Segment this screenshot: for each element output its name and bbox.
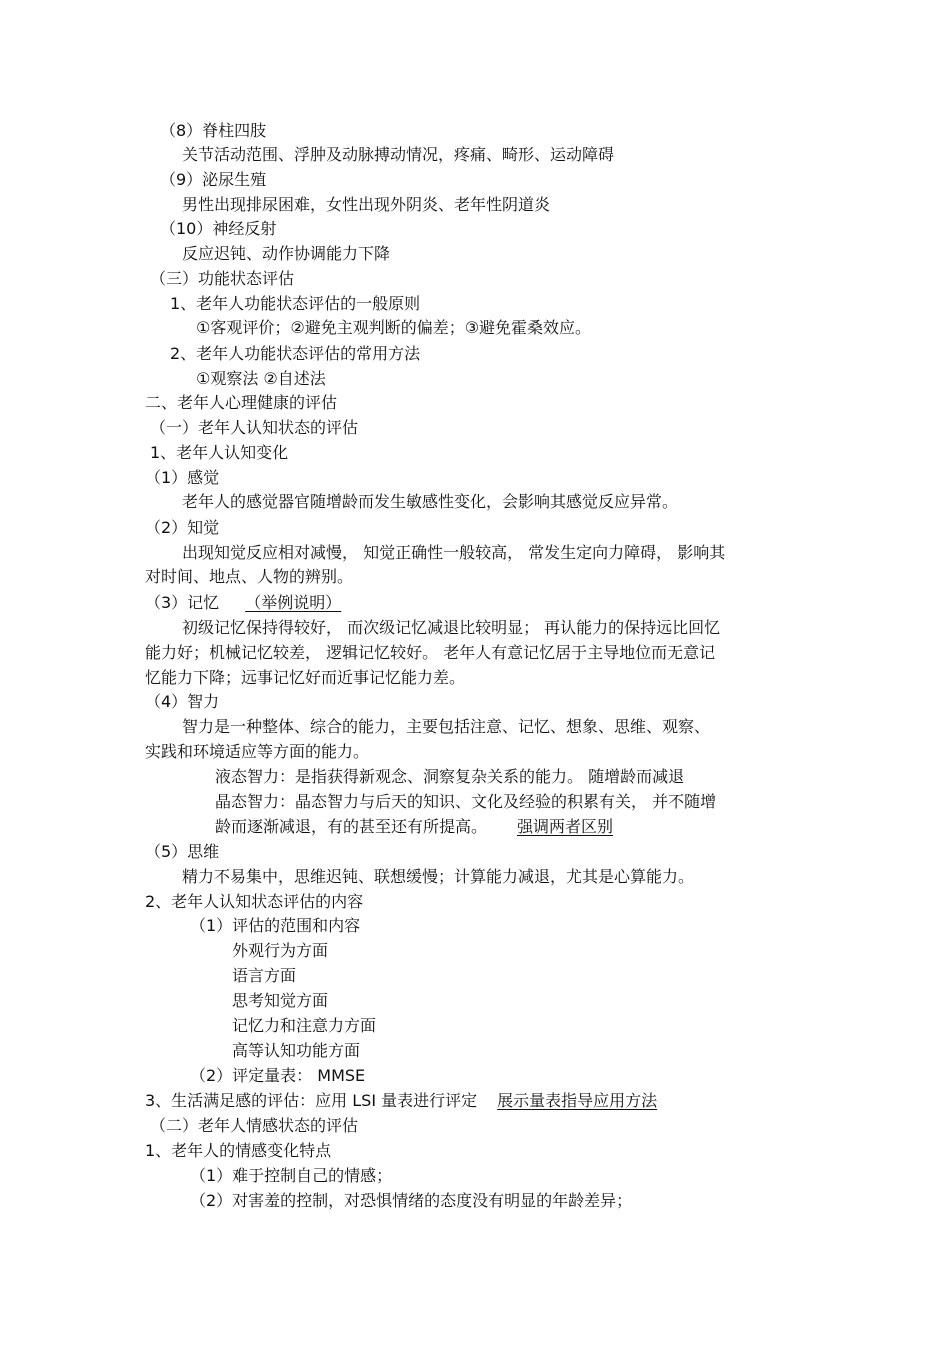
item-heading	[145, 593, 341, 613]
item-heading: （5）思维	[145, 842, 220, 861]
list-item: 外观行为方面	[232, 941, 329, 960]
body-line: 反应迟钝、动作协调能力下降	[182, 244, 391, 263]
body-line: 晶态智力：晶态智力与后天的知识、文化及经验的积累有关， 并不随增	[215, 792, 717, 811]
item-heading: （1）评估的范围和内容	[190, 916, 361, 935]
body-line: 男性出现排尿困难，女性出现外阴炎、老年性阴道炎	[182, 195, 551, 214]
body-line: 初级记忆保持得较好， 而次级记忆减退比较明显； 再认能力的保持远比回忆	[182, 618, 721, 637]
chapter-heading: 二、老年人心理健康的评估	[145, 393, 338, 412]
body-line: 能力好；机械记忆较差， 逻辑记忆较好。 老年人有意记忆居于主导地位而无意记	[145, 643, 716, 662]
section-heading: （三）功能状态评估	[150, 269, 295, 288]
body-line: 实践和环境适应等方面的能力。	[145, 742, 370, 761]
list-item: （1）难于控制自己的情感；	[190, 1166, 393, 1185]
body-line	[215, 817, 613, 837]
body-line: 出现知觉反应相对减慢， 知觉正确性一般较高， 常发生定向力障碍， 影响其	[182, 543, 726, 562]
body-line: 忆能力下降；远事记忆好而近事记忆能力差。	[145, 668, 466, 687]
body-line: 智力是一种整体、综合的能力，主要包括注意、记忆、想象、思维、观察、	[182, 717, 711, 736]
annotation-demo: 展示量表指导应用方法	[497, 1091, 658, 1110]
subsection-heading: 1、老年人功能状态评估的一般原则	[170, 294, 421, 313]
list-item: 思考知觉方面	[232, 991, 329, 1010]
list-item: 高等认知功能方面	[232, 1041, 361, 1060]
item-heading: （2）评定量表： MMSE	[190, 1066, 366, 1085]
body-line: 对时间、地点、人物的辨别。	[145, 567, 354, 586]
section-heading: （一）老年人认知状态的评估	[150, 418, 359, 437]
item-heading: （4）智力	[145, 692, 220, 711]
item-heading-text: （3）记忆	[145, 593, 220, 612]
list-item: 记忆力和注意力方面	[232, 1016, 377, 1035]
body-line: 液态智力：是指获得新观念、洞察复杂关系的能力。 随增龄而减退	[215, 767, 685, 786]
item-heading: （1）感觉	[145, 468, 220, 487]
item-heading: （2）知觉	[145, 518, 220, 537]
body-line: 关节活动范围、浮肿及动脉搏动情况，疼痛、畸形、运动障碍	[182, 145, 615, 164]
list-item: （2）对害羞的控制，对恐惧情绪的态度没有明显的年龄差异；	[190, 1191, 633, 1210]
body-line: 精力不易集中，思维迟钝、联想缓慢；计算能力减退，尤其是心算能力。	[182, 867, 695, 886]
subsection-heading: 2、老年人认知状态评估的内容	[145, 892, 364, 911]
list-item: 语言方面	[232, 966, 297, 985]
section-heading: （二）老年人情感状态的评估	[150, 1116, 359, 1135]
heading-spine-limbs: （8）脊柱四肢	[160, 121, 267, 140]
body-line-text: 龄而逐渐减退，有的甚至还有所提高。	[215, 817, 488, 836]
subsection-heading: 2、老年人功能状态评估的常用方法	[170, 344, 421, 363]
subsection-heading	[145, 1091, 657, 1111]
subsection-heading: 1、老年人认知变化	[150, 443, 289, 462]
annotation-emphasis: 强调两者区别	[517, 817, 614, 836]
heading-urogenital: （9）泌尿生殖	[160, 170, 267, 189]
body-line: ①客观评价；②避免主观判断的偏差；③避免霍桑效应。	[196, 318, 592, 337]
body-line: ①观察法 ②自述法	[196, 369, 326, 388]
annotation-example: （举例说明）	[245, 593, 342, 612]
subsection-heading-text: 3、生活满足感的评估：应用 LSI 量表进行评定	[145, 1091, 478, 1110]
subsection-heading: 1、老年人的情感变化特点	[145, 1141, 332, 1160]
body-line: 老年人的感觉器官随增龄而发生敏感性变化，会影响其感觉反应异常。	[182, 492, 679, 511]
heading-neuro-reflex: （10）神经反射	[160, 219, 277, 238]
